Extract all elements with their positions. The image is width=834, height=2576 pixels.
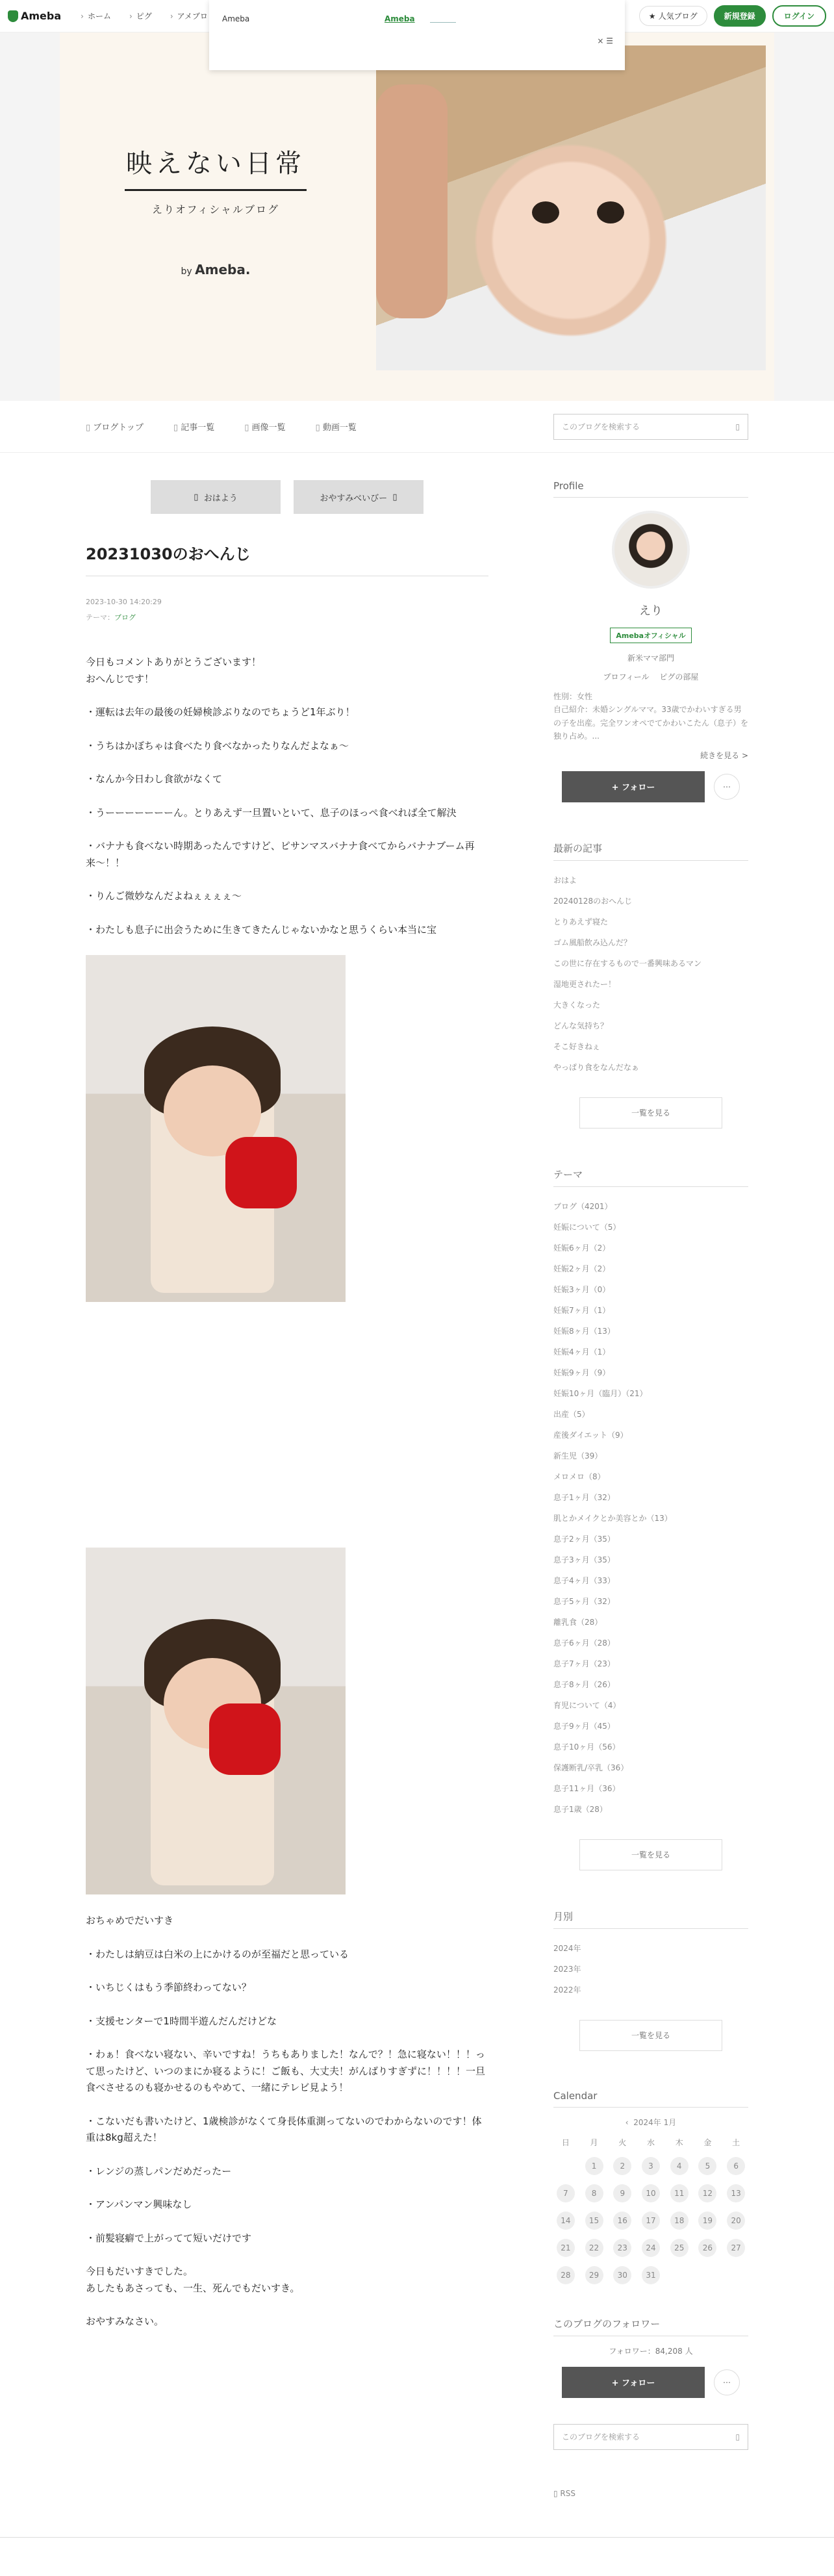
ameba-logo-icon xyxy=(8,10,18,22)
blog-banner-area xyxy=(0,32,834,401)
banner-by-ameba: by Ameba. xyxy=(181,262,251,277)
theme-link[interactable]: 息子1歳（28） xyxy=(553,1804,607,1814)
recent-entry-link[interactable]: とりあえず寝た xyxy=(553,917,609,926)
theme-heading: テーマ xyxy=(553,1167,748,1187)
calendar-day[interactable]: 2 xyxy=(610,2157,635,2175)
theme-link[interactable]: 妊娠10ヶ月（臨月）（21） xyxy=(553,1388,648,1398)
recent-heading: 最新の記事 xyxy=(553,841,748,861)
search-icon[interactable]: ▯ xyxy=(735,422,740,431)
theme-link[interactable]: 息子3ヶ月（35） xyxy=(553,1555,615,1564)
theme-link[interactable]: 保護断乳/卒乳（36） xyxy=(553,1763,629,1772)
calendar-day[interactable]: 1 xyxy=(582,2157,607,2175)
calendar-day[interactable]: 16 xyxy=(610,2212,635,2230)
photo-eye-right xyxy=(597,201,624,223)
photo-hand xyxy=(376,84,448,318)
recent-entry-link[interactable]: 湿地更されたー！ xyxy=(553,979,616,989)
calendar-day[interactable]: 13 xyxy=(724,2184,748,2202)
avatar[interactable] xyxy=(612,511,690,589)
rss-link[interactable]: ▯ RSS xyxy=(553,2488,575,2498)
blog-banner[interactable] xyxy=(60,32,774,401)
next-entry-button[interactable]: おやすみべいびー ▯ xyxy=(294,480,423,514)
nav-blog-top[interactable]: ▯ ブログトップ xyxy=(86,420,144,433)
ad-link[interactable]: Ameba xyxy=(385,14,415,23)
theme-link[interactable]: 産後ダイエット（9） xyxy=(553,1430,628,1440)
calendar-day[interactable]: 30 xyxy=(610,2266,635,2284)
calendar-day[interactable]: 10 xyxy=(638,2184,663,2202)
calendar-day[interactable]: 28 xyxy=(553,2266,578,2284)
calendar-weekday: 水 xyxy=(646,2137,655,2147)
profile-heading: Profile xyxy=(553,480,748,498)
blank-spacer xyxy=(86,1320,488,1548)
entry-paragraph: ・レンジの蒸しパンだめだったー xyxy=(86,2165,232,2177)
entry-paragraph: ・こないだも書いたけど、1歳検診がなくて身長体重測ってないのでわからないのです！体重は8kg超えた！ xyxy=(86,2115,482,2144)
theme-link[interactable]: 息子11ヶ月（36） xyxy=(553,1783,620,1793)
entry-title[interactable]: 20231030のおへんじ xyxy=(86,541,488,576)
theme-link[interactable]: 新生児（39） xyxy=(553,1451,603,1460)
month-link[interactable]: 2024年 xyxy=(553,1943,581,1953)
calendar-prev-icon[interactable]: ‹ xyxy=(625,2117,629,2127)
nav-pig[interactable]: › ピグ xyxy=(129,10,152,21)
main-column xyxy=(86,480,488,2498)
calendar-day[interactable]: 24 xyxy=(638,2239,663,2257)
banner-subtitle: えりオフィシャルブログ xyxy=(152,203,279,216)
recent-entry-link[interactable]: やっぱり食をなんだなぁ xyxy=(553,1062,640,1072)
theme-link[interactable]: 妊娠9ヶ月（9） xyxy=(553,1368,611,1377)
theme-link[interactable]: 息子4ヶ月（33） xyxy=(553,1575,615,1585)
profile-bio: 性別：女性 自己紹介：未婚シングルママ。33歳でかわいすぎる男の子を出産。完全ワンオペでてかわいこたん（息子）を独り占め。... xyxy=(553,692,749,741)
entry-photo-2[interactable] xyxy=(86,1548,346,1894)
recent-entries-list xyxy=(553,870,748,1078)
theme-link[interactable]: 出産（5） xyxy=(553,1409,590,1419)
entry-body xyxy=(86,654,488,2330)
month-link[interactable]: 2023年 xyxy=(553,1964,581,1974)
crown-icon: ★ xyxy=(648,11,656,21)
recent-entry-link[interactable]: この世に存在するもので一番興味あるマン xyxy=(553,958,702,968)
month-list-all-button[interactable]: 一覧を見る xyxy=(579,2020,722,2051)
entry-paragraph: ・わたしは納豆は白米の上にかけるのが至福だと思っている xyxy=(86,1948,349,1960)
more-options-icon[interactable]: ⋯ xyxy=(714,2369,740,2395)
profile-card xyxy=(553,511,748,802)
pig-room-link[interactable]: ピグの部屋 xyxy=(659,672,699,682)
calendar-day[interactable]: 9 xyxy=(610,2184,635,2202)
ad-close-icon[interactable]: × ☰ xyxy=(597,36,613,45)
sidebar xyxy=(553,480,748,2498)
theme-link[interactable]: 妊娠4ヶ月（1） xyxy=(553,1347,611,1357)
entry-paragraph: ・運転は去年の最後の妊婦検診ぶりなのでちょうど1年ぶり！ xyxy=(86,706,355,719)
theme-link[interactable]: 息子1ヶ月（32） xyxy=(553,1492,615,1502)
entry-paragraph: ・アンパンマン興味なし xyxy=(86,2199,192,2211)
entry-paragraph: ・りんご微妙なんだよねぇぇぇぇ〜 xyxy=(86,890,242,902)
entry-pager xyxy=(86,480,488,514)
calendar-day[interactable]: 12 xyxy=(696,2184,720,2202)
theme-link[interactable]: 離乳食（28） xyxy=(553,1617,603,1627)
followers-count: フォロワー：84,208 人 xyxy=(609,2346,693,2356)
recent-entry-link[interactable]: ゴム風船飲み込んだ？ xyxy=(553,937,632,947)
theme-link[interactable]: 妊娠について（5） xyxy=(553,1222,621,1232)
entry-paragraph: ・支援センターで1時間半遊んだんだけどな xyxy=(86,2015,277,2027)
follow-button-bottom[interactable]: + フォロー xyxy=(562,2367,705,2398)
entry-paragraph: ・わたしも息子に出会うために生きてきたんじゃないかなと思うくらい本当に宝 xyxy=(86,923,437,936)
blog-search-input[interactable]: このブログを検索する ▯ xyxy=(553,414,748,440)
calendar-day[interactable]: 23 xyxy=(610,2239,635,2257)
nav-ameblo[interactable]: › アメブロ xyxy=(170,10,208,21)
entry-paragraph: ・バナナも食べない時期あったんですけど、ピサンマスバナナ食べてからバナナブーム再来〜！！ xyxy=(86,840,475,869)
nav-video-list[interactable]: ▯ 動画一覧 xyxy=(316,420,357,433)
theme-link[interactable]: 妊娠2ヶ月（2） xyxy=(553,1264,611,1273)
calendar-day[interactable]: 15 xyxy=(582,2212,607,2230)
entry-meta: 2023-10-30 14:20:29 テーマ：ブログ xyxy=(86,594,488,626)
calendar-day[interactable]: 7 xyxy=(553,2184,578,2202)
ad-divider xyxy=(430,22,456,23)
month-list xyxy=(553,1938,748,2000)
calendar-weekday: 土 xyxy=(732,2137,740,2147)
calendar-day[interactable]: 19 xyxy=(696,2212,720,2230)
calendar-day[interactable]: 27 xyxy=(724,2239,748,2257)
official-badge: Amebaオフィシャル xyxy=(610,628,691,643)
entry-paragraph: ・いちじくはもう季節終わってない？ xyxy=(86,1982,251,1994)
login-button[interactable]: ログイン xyxy=(772,5,826,27)
ad-overlay[interactable] xyxy=(209,0,625,70)
calendar-month: ‹ 2024年 1月 xyxy=(625,2117,677,2127)
profile-more-link[interactable]: 続きを見る > xyxy=(700,750,748,760)
entry-paragraph: 今日もコメントありがとうございます！ おへんじです！ xyxy=(86,656,262,685)
entry-paragraph: 今日もだいすきでした。 あしたもあさっても、一生、死んでもだいすき。 xyxy=(86,2265,300,2294)
follow-button[interactable]: + フォロー xyxy=(562,771,705,802)
global-header xyxy=(0,0,834,45)
calendar-day[interactable]: 6 xyxy=(724,2157,748,2175)
ad-brand: Ameba xyxy=(222,14,250,23)
photo-eye-left xyxy=(532,201,559,223)
nav-image-list[interactable]: ▯ 画像一覧 xyxy=(244,420,285,433)
more-options-icon[interactable]: ⋯ xyxy=(714,774,740,800)
profile-category: 新米ママ部門 xyxy=(627,654,674,663)
theme-link[interactable]: 肌とかメイクとか美容とか（13） xyxy=(553,1513,672,1523)
calendar-day[interactable]: 3 xyxy=(638,2157,663,2175)
sidebar-search-input[interactable]: このブログを検索する ▯ xyxy=(553,2424,748,2450)
calendar-day[interactable]: 31 xyxy=(638,2266,663,2284)
theme-list xyxy=(553,1196,748,1820)
entry-paragraph: おやすみなさい。 xyxy=(86,2315,164,2328)
calendar-day[interactable]: 8 xyxy=(582,2184,607,2202)
theme-link[interactable]: 妊娠6ヶ月（2） xyxy=(553,1243,611,1253)
entry-paragraph: ・なんか今日わし食欲がなくて xyxy=(86,773,223,785)
theme-link[interactable]: ブログ（4201） xyxy=(553,1201,613,1211)
calendar-day[interactable]: 4 xyxy=(667,2157,692,2175)
popular-blog-button[interactable]: ★ 人気ブログ xyxy=(639,6,707,26)
entry-paragraph: ・うーーーーーーーん。とりあえず一旦置いといて、息子のほっぺ食べれば全て解決 xyxy=(86,806,457,819)
calendar-weekday: 金 xyxy=(703,2137,712,2147)
calendar-heading: Calendar xyxy=(553,2090,748,2108)
calendar-day[interactable]: 21 xyxy=(553,2239,578,2257)
entry-date: 2023-10-30 14:20:29 xyxy=(86,598,162,606)
banner-baby-photo xyxy=(376,45,766,370)
calendar-weekday: 日 xyxy=(561,2137,570,2147)
prev-entry-button[interactable]: ▯ おはよう xyxy=(151,480,281,514)
banner-title: 映えない日常 xyxy=(125,143,307,191)
month-link[interactable]: 2022年 xyxy=(553,1985,581,1995)
calendar-day[interactable]: 5 xyxy=(696,2157,720,2175)
profile-name[interactable]: えり xyxy=(639,604,663,618)
theme-link[interactable]: 息子2ヶ月（35） xyxy=(553,1534,615,1544)
entry-photo-1[interactable] xyxy=(86,955,346,1302)
blog-nav xyxy=(0,401,834,453)
theme-link[interactable]: 息子9ヶ月（45） xyxy=(553,1721,615,1731)
search-icon[interactable]: ▯ xyxy=(735,2432,740,2442)
calendar-weekday: 木 xyxy=(675,2137,683,2147)
theme-link[interactable]: 息子7ヶ月（23） xyxy=(553,1659,615,1668)
calendar-day[interactable]: 20 xyxy=(724,2212,748,2230)
calendar-blank xyxy=(553,2157,578,2175)
theme-link[interactable]: 妊娠7ヶ月（1） xyxy=(553,1305,611,1315)
theme-list-all-button[interactable]: 一覧を見る xyxy=(579,1839,722,1870)
theme-link[interactable]: 妊娠8ヶ月（13） xyxy=(553,1326,615,1336)
calendar-weekday: 火 xyxy=(618,2137,627,2147)
entry-paragraph: ・うちはかぼちゃは食べたり食べなかったりなんだよなぁ〜 xyxy=(86,739,349,752)
theme-link[interactable]: 息子6ヶ月（28） xyxy=(553,1638,615,1648)
photo-caption: おちゃめでだいすき xyxy=(86,1915,174,1927)
entry-paragraph: ・前髪寝癖で上がってて短いだけです xyxy=(86,2232,252,2244)
month-heading: 月別 xyxy=(553,1909,748,1929)
recent-entry-link[interactable]: そこ好きねぇ xyxy=(553,1041,601,1051)
nav-home[interactable]: › ホーム xyxy=(81,10,111,21)
theme-link[interactable]: メロメロ（8） xyxy=(553,1472,605,1481)
footer-divider xyxy=(0,2537,834,2576)
calendar-weekday: 月 xyxy=(590,2137,598,2147)
calendar-day[interactable]: 17 xyxy=(638,2212,663,2230)
calendar-day[interactable]: 26 xyxy=(696,2239,720,2257)
calendar-day[interactable]: 25 xyxy=(667,2239,692,2257)
recent-entry-link[interactable]: どんな気持ち？ xyxy=(553,1021,609,1030)
global-nav xyxy=(81,10,208,21)
recent-entry-link[interactable]: おはよ xyxy=(553,875,577,885)
followers-heading: このブログのフォロワー xyxy=(553,2317,748,2336)
theme-link[interactable]: 息子5ヶ月（32） xyxy=(553,1596,615,1606)
calendar-day[interactable]: 29 xyxy=(582,2266,607,2284)
signup-button[interactable]: 新規登録 xyxy=(714,5,766,27)
theme-link[interactable]: 息子10ヶ月（56） xyxy=(553,1742,620,1752)
ameba-logo[interactable]: Ameba xyxy=(8,10,61,22)
calendar-day[interactable]: 22 xyxy=(582,2239,607,2257)
recent-entry-link[interactable]: 大きくなった xyxy=(553,1000,601,1010)
theme-link[interactable]: 妊娠3ヶ月（0） xyxy=(553,1284,611,1294)
profile-link[interactable]: プロフィール xyxy=(603,672,650,682)
calendar xyxy=(553,2117,748,2284)
calendar-day[interactable]: 18 xyxy=(667,2212,692,2230)
recent-list-all-button[interactable]: 一覧を見る xyxy=(579,1097,722,1129)
calendar-day[interactable]: 11 xyxy=(667,2184,692,2202)
calendar-day[interactable]: 14 xyxy=(553,2212,578,2230)
entry-theme-link[interactable]: ブログ xyxy=(114,613,136,622)
entry-paragraph: ・わぁ！食べない寝ない、辛いですね！うちもありました！なんで？！急に寝ない！！！って思ったけど、いつのまにか寝るように！ご飯も、大丈夫！がんばりすぎずに！！！！一旦食べさせるのも寝かせるのもやめて、一緒にテレビ見よう！ xyxy=(86,2048,486,2094)
nav-entry-list[interactable]: ▯ 記事一覧 xyxy=(173,420,214,433)
banner-title-block xyxy=(125,143,307,277)
theme-link[interactable]: 息子8ヶ月（26） xyxy=(553,1679,615,1689)
theme-link[interactable]: 育児について（4） xyxy=(553,1700,621,1710)
recent-entry-link[interactable]: 20240128のおへんじ xyxy=(553,896,633,906)
